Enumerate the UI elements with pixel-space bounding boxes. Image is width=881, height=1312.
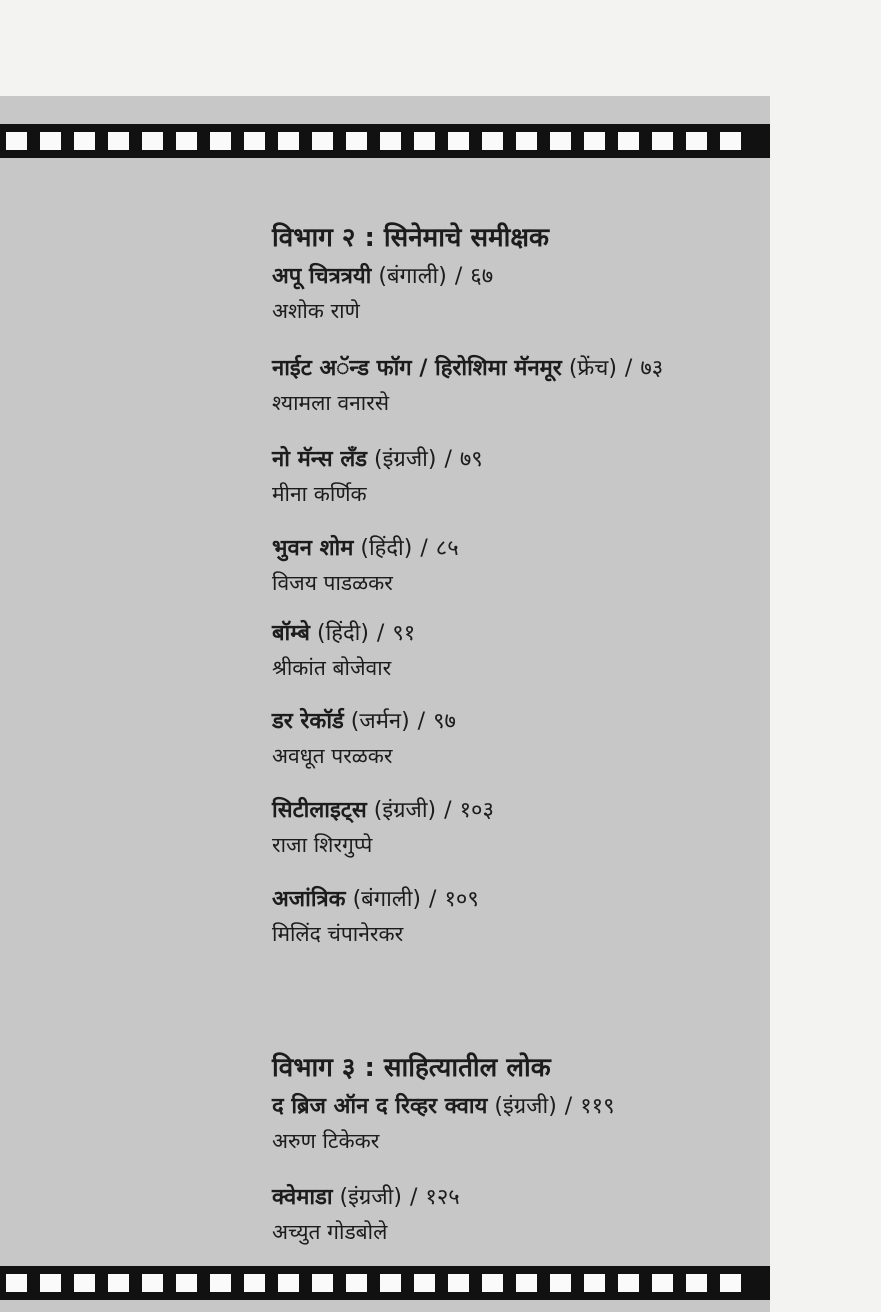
entry-line	[272, 446, 483, 474]
sprocket-hole	[516, 132, 537, 150]
author-name: मीना कर्णिक	[272, 482, 367, 506]
sprocket-hole	[584, 1274, 605, 1292]
sprocket-hole	[414, 132, 435, 150]
sprocket-hole	[720, 132, 741, 150]
sprocket-hole	[312, 132, 333, 150]
sprocket-hole	[210, 132, 231, 150]
separator: /	[444, 447, 452, 472]
film-language: (जर्मन)	[350, 709, 410, 734]
sprocket-hole	[652, 132, 673, 150]
entry-line	[272, 886, 479, 914]
film-language: (बंगाली)	[378, 264, 447, 289]
sprocket-hole	[618, 1274, 639, 1292]
sprocket-hole	[550, 1274, 571, 1292]
sprocket-hole	[380, 1274, 401, 1292]
sprocket-hole	[550, 132, 571, 150]
toc-entry	[272, 797, 494, 859]
sprocket-hole	[346, 132, 367, 150]
separator: /	[564, 1094, 573, 1119]
toc-entry	[272, 1184, 460, 1246]
sprocket-hole	[40, 1274, 61, 1292]
author-name: मिलिंद चंपानेरकर	[272, 922, 404, 946]
toc-entry	[272, 355, 663, 417]
sprocket-hole	[176, 1274, 197, 1292]
sprocket-hole	[686, 132, 707, 150]
film-strip-bottom	[0, 1266, 770, 1300]
separator: /	[624, 356, 633, 381]
sprocket-hole	[448, 1274, 469, 1292]
author-name: राजा शिरगुप्पे	[272, 833, 373, 857]
page-number: ११९	[580, 1094, 615, 1119]
film-language: (बंगाली)	[352, 887, 422, 912]
film-title: सिटीलाइट्स	[272, 798, 367, 823]
entry-line	[272, 1093, 615, 1121]
film-title: क्वेमाडा	[272, 1185, 333, 1210]
separator: /	[420, 536, 428, 561]
section-title: विभाग ३ : साहित्यातील लोक	[272, 1053, 551, 1083]
film-strip-top	[0, 124, 770, 158]
film-title: अजांत्रिक	[272, 887, 346, 912]
page-number: १०९	[444, 887, 479, 912]
sprocket-hole	[686, 1274, 707, 1292]
page-number: ७३	[640, 356, 664, 381]
sprocket-hole	[244, 1274, 265, 1292]
entry-line	[272, 263, 493, 291]
sprocket-hole	[516, 1274, 537, 1292]
film-title: द ब्रिज ऑन द रिव्हर क्वाय	[272, 1094, 488, 1119]
toc-entry	[272, 263, 493, 325]
sprocket-hole	[482, 1274, 503, 1292]
entry-line	[272, 535, 459, 563]
toc-entry	[272, 446, 483, 508]
author-name: अशोक राणे	[272, 299, 360, 323]
entry-line	[272, 1184, 460, 1212]
film-language: (हिंदी)	[316, 621, 369, 646]
sprocket-hole	[278, 132, 299, 150]
film-language: (इंग्रजी)	[373, 798, 437, 823]
film-language: (फ्रेंच)	[568, 356, 617, 381]
page-number: १२५	[425, 1185, 460, 1210]
page-number: ९७	[433, 709, 456, 734]
sprocket-hole	[584, 132, 605, 150]
sprocket-hole	[210, 1274, 231, 1292]
sprocket-hole	[74, 132, 95, 150]
author-name: श्यामला वनारसे	[272, 391, 390, 415]
separator: /	[409, 1185, 418, 1210]
toc-entry	[272, 886, 479, 948]
separator: /	[454, 264, 463, 289]
author-name: अरुण टिकेकर	[272, 1129, 380, 1153]
sprocket-hole	[618, 132, 639, 150]
film-title: भुवन शोम	[272, 536, 354, 561]
toc-entry	[272, 535, 459, 597]
page-number: ९१	[392, 621, 416, 646]
film-title: डर रेकॉर्ड	[272, 709, 344, 734]
sprocket-hole	[312, 1274, 333, 1292]
sprocket-hole	[108, 1274, 129, 1292]
sprocket-hole	[380, 132, 401, 150]
separator: /	[444, 798, 452, 823]
film-title: नाईट अॅन्ड फॉग / हिरोशिमा मॅनमूर	[272, 356, 562, 381]
author-name: अवधूत परळकर	[272, 744, 393, 768]
toc-entry	[272, 1093, 615, 1155]
sprocket-hole	[346, 1274, 367, 1292]
sprocket-hole	[142, 1274, 163, 1292]
film-language: (इंग्रजी)	[339, 1185, 402, 1210]
sprocket-hole	[142, 132, 163, 150]
sprocket-hole	[278, 1274, 299, 1292]
sprocket-hole	[414, 1274, 435, 1292]
sprocket-hole	[6, 1274, 27, 1292]
section-title: विभाग २ : सिनेमाचे समीक्षक	[272, 223, 549, 253]
separator: /	[429, 887, 437, 912]
film-title: बॉम्बे	[272, 621, 310, 646]
entry-line	[272, 797, 494, 825]
toc-entry	[272, 708, 456, 770]
sprocket-hole	[482, 132, 503, 150]
film-title: नो मॅन्स लँड	[272, 447, 368, 472]
film-title: अपू चित्रत्रयी	[272, 264, 372, 289]
film-language: (इंग्रजी)	[494, 1094, 557, 1119]
sprocket-hole	[244, 132, 265, 150]
sprocket-hole	[6, 132, 27, 150]
separator: /	[376, 621, 385, 646]
sprocket-hole	[176, 132, 197, 150]
film-language: (इंग्रजी)	[374, 447, 437, 472]
entry-line	[272, 355, 663, 383]
sprocket-hole	[720, 1274, 741, 1292]
entry-line	[272, 620, 415, 648]
page-number: १०३	[459, 798, 494, 823]
sprocket-hole	[74, 1274, 95, 1292]
film-language: (हिंदी)	[360, 536, 413, 561]
sprocket-hole	[448, 132, 469, 150]
author-name: श्रीकांत बोजेवार	[272, 656, 392, 680]
page-number: ६७	[470, 264, 494, 289]
author-name: विजय पाडळकर	[272, 571, 393, 595]
separator: /	[417, 709, 426, 734]
sprocket-hole	[40, 132, 61, 150]
toc-entry	[272, 620, 415, 682]
sprocket-hole	[652, 1274, 673, 1292]
author-name: अच्युत गोडबोले	[272, 1220, 388, 1244]
sprocket-hole	[108, 132, 129, 150]
page-number: ७९	[459, 447, 483, 472]
entry-line	[272, 708, 456, 736]
page-number: ८५	[435, 536, 459, 561]
